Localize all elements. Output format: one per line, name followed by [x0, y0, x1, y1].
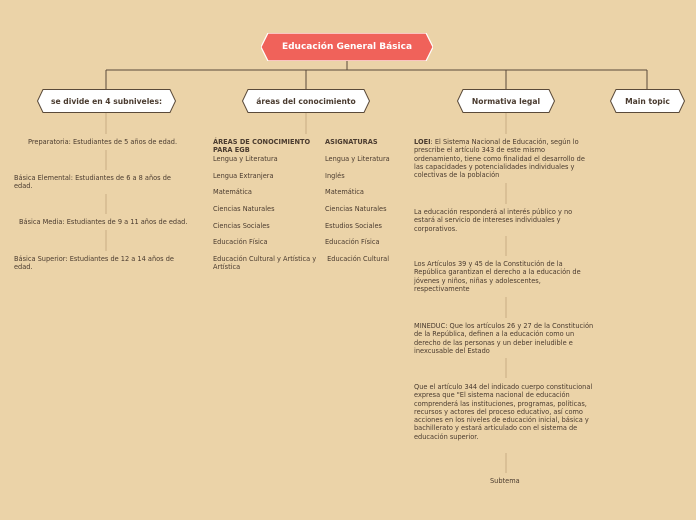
areas-header-right: ASIGNATURAS	[325, 138, 378, 146]
topic-areas[interactable]	[242, 89, 370, 113]
subnivel-basica-elemental[interactable]: Básica Elemental: Estudiantes de 6 a 8 años de edad.	[14, 174, 171, 191]
area-item[interactable]: Educación Física	[213, 238, 268, 246]
area-item[interactable]: Ciencias Sociales	[213, 222, 270, 230]
subnivel-basica-media[interactable]: Básica Media: Estudiantes de 9 a 11 años de edad.	[19, 218, 188, 226]
root-label: Educación General Básica	[281, 42, 413, 52]
areas-header-left: ÁREAS DE CONOCIMIENTO PARA EGB	[213, 138, 311, 155]
normativa-item[interactable]: Que el artículo 344 del indicado cuerpo constitucional expresa que "El sistema nacional de educación comprenderá las instituciones, programas, políticas, recursos y actores del proceso educativo, así como acciones en los niveles de educación inicial, básica y bachillerato y estará articulado con el sistema de educación superior.	[414, 383, 593, 441]
topic-label: áreas del conocimiento	[256, 96, 356, 106]
normativa-item[interactable]: MINEDUC: Que los artículos 26 y 27 de la Constitución de la República, definen a la educación como un derecho de las personas y un deber ineludible e inexcusable del Estado	[414, 322, 594, 355]
topic-main[interactable]	[610, 89, 685, 113]
root-node[interactable]	[261, 33, 433, 61]
normativa-item[interactable]: Los Artículos 39 y 45 de la Constitución de la República garantizan el derecho a la educación de jóvenes y niños, niñas y adolescentes, respectivamente	[414, 260, 581, 293]
topic-label: Normativa legal	[471, 96, 541, 106]
asignatura-item[interactable]: Matemática	[325, 188, 364, 196]
subnivel-preparatoria[interactable]: Preparatoria: Estudiantes de 5 años de edad.	[28, 138, 178, 146]
asignatura-item[interactable]: Educación Física	[325, 238, 380, 246]
area-item[interactable]: Matemática	[213, 188, 252, 196]
asignatura-item[interactable]: Ciencias Naturales	[325, 205, 387, 213]
normativa-loei[interactable]	[414, 138, 594, 179]
area-item[interactable]: Lengua y Literatura	[213, 155, 278, 163]
area-item[interactable]: Educación Cultural y Artística y Artística	[213, 255, 317, 272]
topic-subniveles[interactable]	[37, 89, 176, 113]
topic-label: Main topic	[625, 96, 670, 106]
area-item[interactable]: Ciencias Naturales	[213, 205, 275, 213]
normativa-item[interactable]: La educación responderá al interés público y no estará al servicio de intereses individuales y corporativos.	[414, 208, 573, 233]
topic-label: se divide en 4 subniveles:	[50, 96, 163, 106]
loei-label: LOEI	[414, 138, 431, 146]
asignatura-item[interactable]: Inglés	[325, 172, 345, 180]
subtema-label[interactable]: Subtema	[490, 477, 520, 485]
loei-text: : El Sistema Nacional de Educación, según lo prescribe el artículo 343 de este mismo ordenamiento, tiene como finalidad el desarrollo de las capacidades y potencialidades individuales y colectivas de la población	[414, 138, 585, 180]
asignatura-item[interactable]: Estudios Sociales	[325, 222, 382, 230]
subnivel-basica-superior[interactable]: Básica Superior: Estudiantes de 12 a 14 años de edad.	[14, 255, 174, 272]
area-item[interactable]: Lengua Extranjera	[213, 172, 274, 180]
asignatura-item[interactable]: Lengua y Literatura	[325, 155, 390, 163]
topic-normativa[interactable]	[457, 89, 555, 113]
asignatura-item[interactable]: Educación Cultural	[325, 255, 390, 263]
